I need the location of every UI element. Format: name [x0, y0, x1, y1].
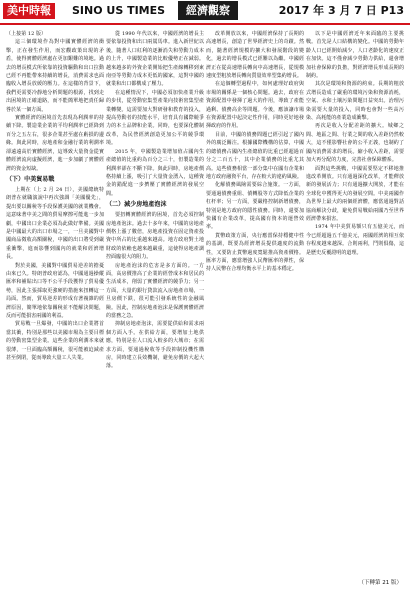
article-paragraph: 上期在（上 2 月 24 日），美國總統特朗普在就職演說中再次強調「美國優先」，提出要以關稅等手段保護美國的就業機會。這意味著中美之間的貿易摩擦可能進一步加劇，中國出口企業必須為此做好準備。美國是中國最大的出口市場之一，一旦美國對中國商品徵收高額關稅，中國的出口將受到嚴重衝擊，進而影響到國內的就業和經濟增長。: [6, 186, 104, 261]
article-paragraph: 房地產泡沫的危害是多方面的。一方面，高房價推高了企業的經營成本和居民的生活成本，削弱了實體經濟的競爭力；另一方面，大量的銀行貸款流入房地產市場，一旦房價下跌，很可能引發系統性的金融風險。因此，控制房地產泡沫是保護實體經濟的當務之急。: [106, 262, 204, 319]
article-paragraph: 再次是收入分配差距的擴大。城鄉之間、地區之間、行業之間的收入差距仍然較大，這不僅影響社會的公平正義，也制約了國內消費需求的增長。縮小收入差距，需要加大再分配的力度，完善社會保障體系。: [306, 123, 404, 164]
article-paragraph: 實體經濟的困境首先表現為利潤率的持續下降。製造業企業的平均利潤率已經降到百分之五左右，很多企業甚至處在虧損的邊緣。與此同時，房地產和金融行業的利潤率卻遠遠高於實體經濟，這導致大量資金從實體經濟流向虛擬經濟，進一步加劇了實體經濟的資金短缺。: [6, 115, 104, 172]
article-paragraph: 目前，中國的債務問題已經引起了國內外的廣泛關注。根據國際機構的估算，中國的總債務占國內生產總值的比重已經超過百分之二百五十，其中企業債務的比重尤其高。這些債務相當一部分集中在國有企業和地方政府融資平台，存在較大的違約風險。: [206, 131, 304, 180]
article-column: [306, 30, 404, 578]
article-paragraph: 以下是中國經濟近年來面臨的主要挑戰。首先是人口結構的變化。中國的勞動年齡人口已經開始減少，人口老齡化的速度正在加快。這不僅會減少勞動力供給，還會增加社會保障的負擔，對經濟增長形成長期的制約。: [306, 31, 404, 80]
article-paragraph: 在這個轉型過程中，如何處理好政府與市場的關係是一個核心問題。過去，政府在資源配置中發揮了過大的作用，導致了產能過剩、債務高企等問題。今後，應該讓市場在資源配置中起決定性作用，同時更好地發揮政府的作用。: [206, 81, 304, 130]
article-paragraph: 抑制房地產泡沫，需要從供給和需求兩個方面入手。在供給方面，要增加土地供應，特別是在人口流入較多的大城市；在需求方面，要通過稅收等手段抑制投機性購房，同時建立長效機制，避免房價的大起大落。: [106, 321, 204, 370]
article-paragraph: 其次是環境和資源的約束。長期的粗放式增長造成了嚴重的環境污染和資源消耗，空氣、水和土壤污染問題日益突出。治理污染需要大量的投入，同時也會對一些高污染、高耗能的產業造成衝擊。: [306, 81, 404, 122]
article-paragraph: 貿易戰一旦爆發，中國的出口企業將首當其衝，特別是那些以美國市場為主要目標的勞動密集型企業。這些企業的利潤本來就很薄，一旦面臨高額關稅，很可能被迫減產甚至倒閉，從而導致大量工人失業。: [6, 321, 104, 362]
article-paragraph: 改革開放以來，中國經濟保持了長期的高速增長，創造了世界經濟史上的奇蹟。然而，隨著經濟規模的擴大和發展階段的變化，過去的增長模式已經難以為繼。中國經濟正在從高速增長轉向中高速增長，從規模速度型粗放增長轉向質量效率型集約增長。: [206, 31, 304, 80]
subheading: （下）中美貿易戰: [6, 175, 55, 183]
article-paragraph: 從 1990 年代以來，中國經濟的增長主要依靠投資和出口兩駕馬車。進入新世紀以後，隨著人口紅利的逐漸消失和勞動力成本的上升，中國製造業的比較優勢正在減弱。越來越多的外資企業開始把生產線轉移到東南亞等勞動力成本更低的國家，這對中國的就業和出口都構成了壓力。: [106, 31, 204, 88]
date-page-label: 2017 年 3 月 7 日 P13: [278, 4, 404, 17]
article-paragraph: 在這種情況下，中國必須加快產業升級的步伐，從勞動密集型產業向技術密集型產業轉變。這需要加大對研發和教育的投入，提高勞動者的技能水平，培育具有國際競爭力的本土品牌和企業。同時，也要深化體制改革，為民營經濟創造更加公平的競爭環境。: [106, 89, 204, 147]
masthead-logo: 美中時報: [3, 3, 55, 19]
article-paragraph: 貨幣政策方面，央行應當保持穩健中性的基調，既要為經濟增長提供適度的流動性，又要防止貨幣過度寬鬆推高資產價格。匯率方面，應當增強人民幣匯率的彈性，保持人民幣在合理均衡水平上的基本穩定。: [206, 232, 304, 273]
continued-note: （下轉第 21 版）: [358, 580, 402, 586]
article-column: [206, 30, 304, 578]
article-paragraph: 1974 年中美貿易額只有五億美元，而今已經超過五千億美元，兩國經濟的相互依存程度越來越深。合則兩利，鬥則俱傷，這是歷史反覆證明的道理。: [306, 224, 404, 256]
article-paragraph: 面對這些挑戰，中國需要堅定不移地推進改革開放。只有通過深化改革，才能釋放新的發展活力；只有通過擴大開放，才能在全球化中獲得更大的發展空間。中美兩國作為世界上最大的兩個經濟體，應當通過對話協商解決分歧，避免貿易戰給兩國乃至世界經濟帶來損害。: [306, 165, 404, 222]
article-paragraph: 2015 年，中國製造業增加值占國內生產總值的比重約為百分之三十，但製造業的利潤率卻在不斷下降。與此同時，房地產價格持續上漲，吸引了大量資金湧入，這種資金的錯配進一步擠壓了實體經濟的發展空間。: [106, 148, 204, 197]
article-paragraph: 這三個環境作為對中國實體經濟的衝擊，正在發生作用，而宏觀政策出現的矛盾，使得實體經濟處在更加艱難的境地。過去的增長模式所依靠的投資驅動和出口拉動已經不再能帶來持續的增長，消費需求也面臨收入增長放緩的壓力。在這樣的背景下，我們更需要冷靜地分析問題的根源，找到走出困境的正確道路，而不能簡單地把責任歸咎於某一個方面。: [6, 39, 104, 113]
publication-name: SINO US TIMES: [72, 4, 166, 17]
header-rule: [0, 23, 410, 25]
page-header: [0, 0, 410, 24]
continuation-note: （上接第 12 版）: [6, 31, 47, 37]
article-paragraph: 要扭轉實體經濟的困境，首先必須控制房地產泡沫。過去十多年來，中國的房地產價格上漲了數倍，房地產投資在固定資產投資中所占的比重越來越高。地方政府對土地財政的依賴也越來越嚴重，這使得房地產調控面臨很大的阻力。: [106, 212, 204, 261]
article-column: [106, 30, 204, 578]
section-title: 經濟觀察: [178, 1, 238, 20]
article-paragraph: 化解債務風險需要綜合施策。一方面，要通過債務重組、債轉股等方式降低企業的杠杆率；另一方面，要嚴格控制新增債務，特別是地方政府的隱性債務。同時，還要加快國有企業改革，提高國有資本的運營效率。: [206, 182, 304, 231]
article-paragraph: 對於美國，美國對中國貿易逆差的擔憂由來已久。特朗普政府認為，中國通過操縱匯率和補貼出口等不公平手段獲得了貿易優勢，因此主張採取更強硬的措施來扭轉這一局面。然而，貿易逆差的形成有著複雜的經濟原因，簡單地依靠關稅並不能解決問題，反而可能損害兩國的利益。: [6, 262, 104, 319]
article-column: [6, 30, 104, 578]
article-columns: [6, 30, 404, 580]
subheading: （二）減少房地產泡沫: [106, 201, 167, 209]
